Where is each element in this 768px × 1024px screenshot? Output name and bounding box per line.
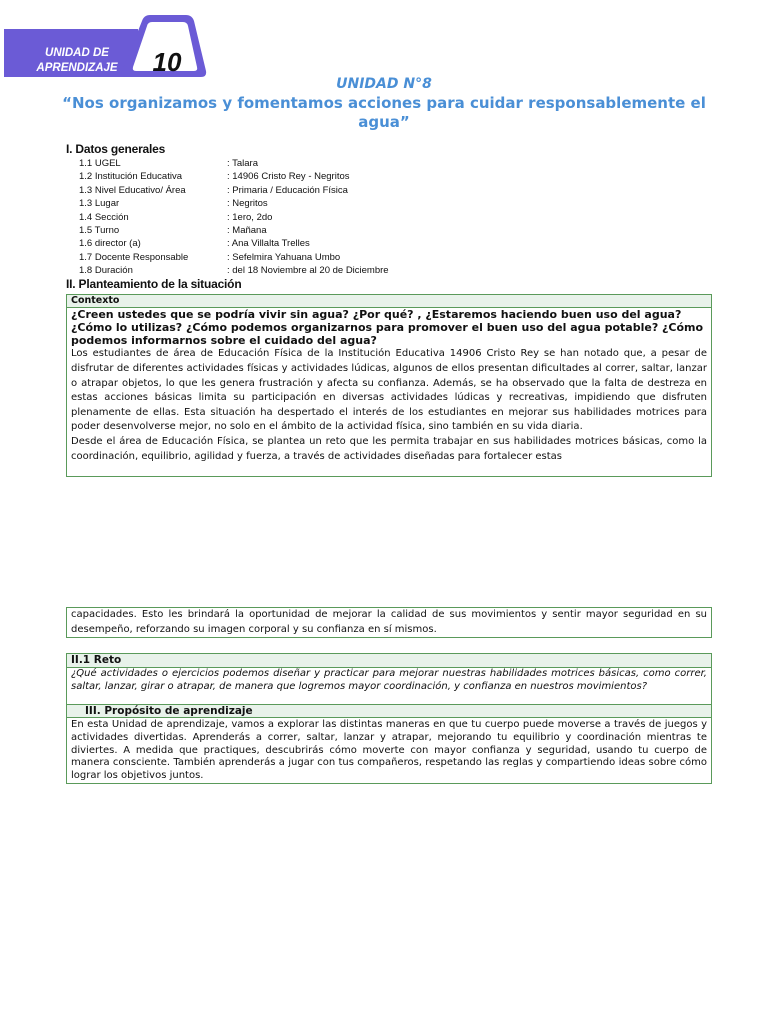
datos-row-label: 1.1 UGEL [79,158,121,169]
badge-label-line1: UNIDAD DE [45,47,109,59]
reto-label: II.1 Reto [67,654,711,668]
datos-row-value: : 1ero, 2do [227,211,273,223]
proposito-box [66,704,712,784]
badge-label-line2: APRENDIZAJE [36,62,118,74]
datos-row-value: : del 18 Noviembre al 20 de Diciembre [227,265,389,277]
proposito-text: En esta Unidad de aprendizaje, vamos a explorar las distintas maneras en que tu cuerpo puede moverse a través de juegos y actividades divertidas. Aprenderás a correr, saltar, lanzar y atrapar, mejorando tu equilibrio y coordinación mientras te diviertes. A medida que practiques, descubrirás cómo moverte con mayor confianza y seguridad, usando tu cuerpo de manera consciente. También aprenderás a jugar con tus compañeros, respetando las reglas y compartiendo ideas sobre cómo lograr los objetivos juntos. [71,719,707,782]
datos-row-value: : Negritos [227,198,268,210]
datos-row-label: 1.5 Turno [79,224,120,236]
datos-row-label: 1.3 Nivel Educativo/ Área [79,184,186,196]
datos-row-value: : Primaria / Educación Física [227,184,348,196]
badge-number: 10 [152,47,182,77]
datos-row-value: : Sefelmira Yahuana Umbo [227,251,341,263]
unit-subtitle: “Nos organizamos y fomentamos acciones para cuidar responsablemente el agua” [62,94,706,131]
badge-label [22,46,132,76]
datos-row-label: 1.7 Docente Responsable [79,251,189,263]
reto-box [66,653,712,705]
reto-text: ¿Qué actividades o ejercicios podemos diseñar y practicar para mejorar nuestras habilidades motrices básicas, como correr, saltar, lanzar, girar o atrapar, de manera que logremos mayor coordinación, y confianza en nuestros movimientos? [71,668,707,692]
contexto-paragraph-2-end: capacidades. Esto les brindará la oportunidad de mejorar la calidad de sus movimientos y sentir mayor seguridad en su desempeño, reforzando su imagen corporal y su confianza en sí mismos. [71,609,707,635]
contexto-box [66,294,712,477]
datos-row-value: : Talara [227,158,258,169]
contexto-paragraph-2: Desde el área de Educación Física, se plantea un reto que les permita trabajar en sus habilidades motrices básicas, como la coordinación, equilibrio, agilidad y fuerza, a través de actividades diseñadas para fortalecer estas [71,435,707,462]
datos-generales-heading: I. Datos generales [66,142,166,156]
datos-row-label: 1.8 Duración [79,265,133,277]
datos-row-label: 1.4 Sección [79,211,129,223]
unit-title: UNIDAD N°8 [336,76,432,92]
datos-row-label: 1.2 Institución Educativa [79,171,182,183]
unit-badge [0,13,210,79]
proposito-label: III. Propósito de aprendizaje [67,705,711,718]
datos-row-value: : Ana Villalta Trelles [227,238,310,250]
contexto-label: Contexto [67,295,711,308]
datos-row-value: : 14906 Cristo Rey - Negritos [227,171,350,183]
planteamiento-heading: II. Planteamiento de la situación [66,277,242,291]
contexto-continuation-box [66,607,712,638]
contexto-paragraph-1: Los estudiantes de área de Educación Física de la Institución Educativa 14906 Cristo Rey se han notado que, a pesar de disfrutar de diferentes actividades físicas y actividades lúdicas, algunos de ellos presentan dificultades al correr, saltar, lanzar o atrapar objetos, lo que les genera frustración y afecta su confianza. Además, se ha observado que la falta de destreza en estas acciones básicas limita su participación en diversas actividades lúdicas y recreativas, impidiendo que disfruten plenamente de ellas. Esta situación ha despertado el interés de los estudiantes en mejorar sus habilidades motrices para poder desenvolverse mejor, no solo en el ámbito de la actividad física, sino también en su vida diaria. [71,348,707,433]
datos-row-value: : Mañana [227,224,267,236]
contexto-questions: ¿Creen ustedes que se podría vivir sin agua? ¿Por qué? , ¿Estaremos haciendo buen uso del agua? ¿Cómo lo utilizas? ¿Cómo podemos organizarnos para promover el buen uso del agua potable? ¿Cómo podemos informarnos sobre el cuidado del agua? [71,308,704,347]
datos-row-label: 1.3 Lugar [79,198,120,210]
datos-row-label: 1.6 director (a) [79,238,141,250]
